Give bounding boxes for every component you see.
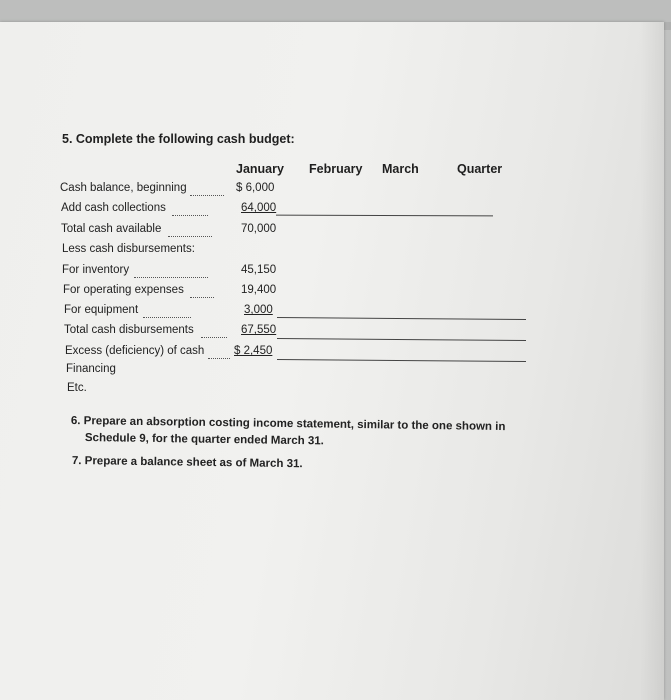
cell-total-disbursements-january: 67,550 bbox=[241, 324, 277, 336]
question-7-heading: 7. Prepare a balance sheet as of March 31. bbox=[71, 455, 303, 471]
cell-cash-collections-january: 64,000 bbox=[241, 202, 277, 214]
row-label-excess-deficiency-of-cash: Excess (deficiency) of cash bbox=[65, 345, 205, 357]
row-label-for-equipment: For equipment bbox=[64, 304, 139, 316]
cell-excess-deficiency-january: $ 2,450 bbox=[234, 345, 273, 357]
row-label-for-inventory: For inventory bbox=[62, 264, 130, 276]
row-label-for-operating-expenses: For operating expenses bbox=[63, 284, 184, 296]
row-label-cash-balance-beginning: Cash balance, beginning bbox=[60, 182, 187, 194]
column-header-january: January bbox=[236, 162, 284, 176]
column-header-february: February bbox=[309, 162, 363, 176]
row-label-total-cash-available: Total cash available bbox=[61, 223, 162, 235]
leader-dots bbox=[208, 357, 230, 359]
cell-cash-balance-january: $ 6,000 bbox=[236, 182, 275, 194]
cell-for-equipment-january: 3,000 bbox=[244, 304, 273, 316]
page-shadow bbox=[640, 22, 671, 700]
row-label-add-cash-collections: Add cash collections bbox=[61, 202, 166, 214]
leader-dots bbox=[172, 214, 208, 216]
leader-dots bbox=[190, 194, 224, 196]
cell-operating-expenses-january: 19,400 bbox=[241, 284, 277, 296]
question-6-line-2: Schedule 9, for the quarter ended March 31. bbox=[84, 432, 324, 448]
leader-dots bbox=[134, 276, 208, 278]
paper-page bbox=[0, 22, 664, 700]
column-header-quarter: Quarter bbox=[457, 162, 503, 176]
cell-for-inventory-january: 45,150 bbox=[241, 264, 277, 276]
leader-dots bbox=[143, 316, 191, 318]
row-label-financing: Financing bbox=[66, 363, 116, 375]
row-label-etc: Etc. bbox=[67, 382, 87, 394]
row-label-less-cash-disbursements: Less cash disbursements: bbox=[62, 243, 195, 255]
column-header-march: March bbox=[382, 162, 419, 176]
question-5-heading: 5. Complete the following cash budget: bbox=[62, 132, 295, 146]
leader-dots bbox=[201, 336, 227, 338]
cell-total-cash-available-january: 70,000 bbox=[241, 223, 277, 235]
question-6-line-1: 6. Prepare an absorption costing income statement, similar to the one shown in bbox=[70, 415, 506, 434]
leader-dots bbox=[190, 296, 214, 298]
row-label-total-cash-disbursements: Total cash disbursements bbox=[64, 324, 194, 336]
leader-dots bbox=[168, 235, 212, 237]
